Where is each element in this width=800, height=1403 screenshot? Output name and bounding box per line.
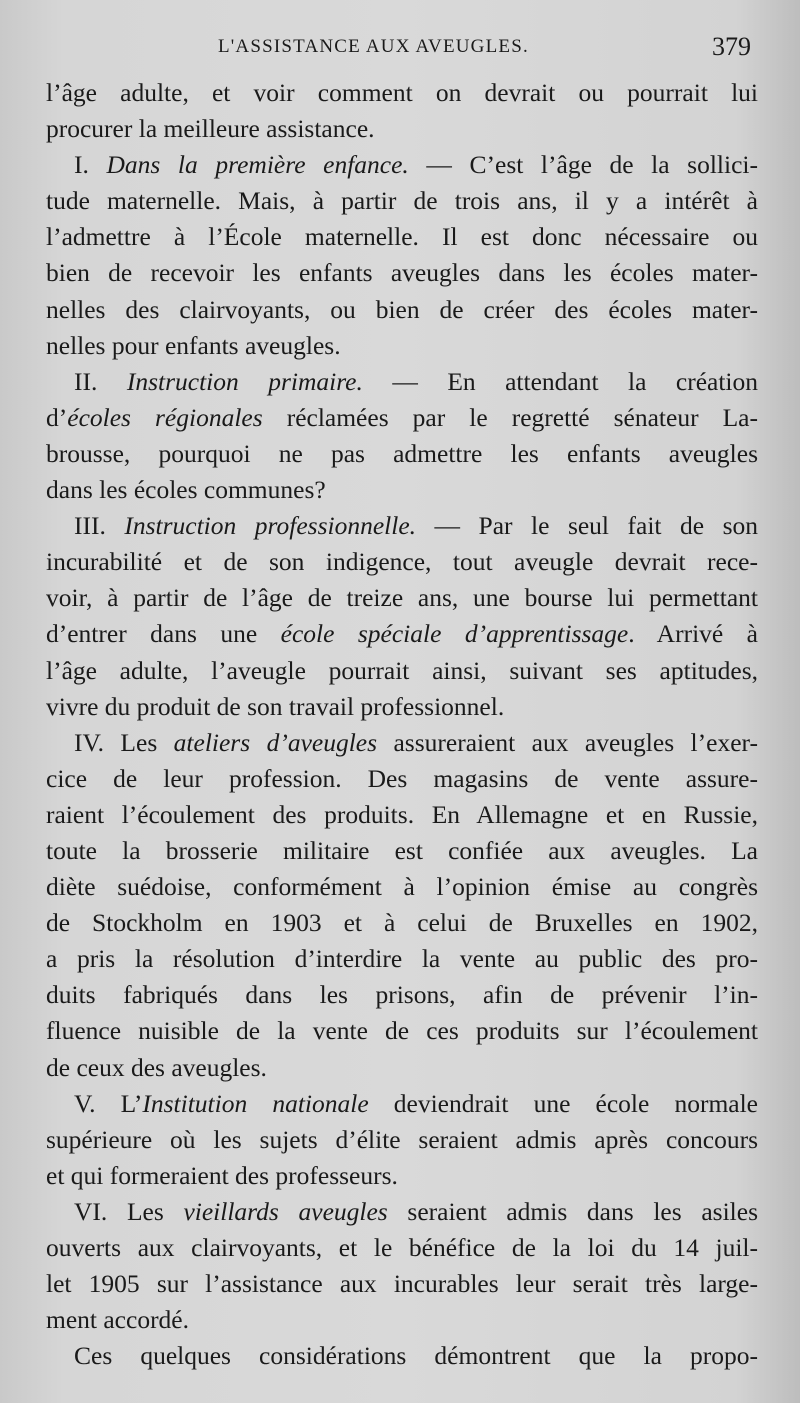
text-line: ment accordé. bbox=[46, 1305, 190, 1335]
text-line: III. Instruction professionnelle. — Par le seul fait de son bbox=[74, 511, 758, 541]
text-line: IV. Les ateliers d’aveugles assureraient aux aveugles l’exer- bbox=[74, 727, 758, 757]
page-number: 379 bbox=[712, 32, 751, 61]
text-line: Ces quelques considérations démontrent que la propo- bbox=[74, 1341, 758, 1371]
text-line: V. L’Institution nationale deviendrait une école normale bbox=[74, 1088, 759, 1118]
text-line: brousse, pourquoi ne pas admettre les enfants aveugles bbox=[46, 438, 758, 468]
text-line: duits fabriqués dans les prisons, afin de prévenir l’in- bbox=[46, 980, 758, 1010]
text-line: nelles des clairvoyants, ou bien de créer des écoles mater- bbox=[46, 294, 758, 324]
text-line: voir, à partir de l’âge de treize ans, une bourse lui permettant bbox=[46, 583, 758, 613]
text-line: supérieure où les sujets d’élite seraient admis après concours bbox=[46, 1124, 758, 1154]
text-line: dans les écoles communes? bbox=[46, 475, 326, 505]
text-line: et qui formeraient des professeurs. bbox=[46, 1160, 398, 1190]
text-line: l’âge adulte, et voir comment on devrait ou pourrait lui bbox=[46, 78, 758, 107]
text-line: let 1905 sur l’assistance aux incurables leur serait très large- bbox=[46, 1269, 758, 1299]
body-text bbox=[46, 75, 758, 1374]
text-line: d’entrer dans une école spéciale d’apprentissage. Arrivé à bbox=[46, 619, 758, 649]
running-title: L'ASSISTANCE AUX AVEUGLES. bbox=[218, 36, 529, 57]
text-line: diète suédoise, conformément à l’opinion émise au congrès bbox=[46, 872, 758, 902]
page-header bbox=[0, 30, 800, 70]
text-line: fluence nuisible de la vente de ces produits sur l’écoulement bbox=[46, 1016, 758, 1046]
text-line: ouverts aux clairvoyants, et le bénéfice de la loi du 14 juil- bbox=[46, 1233, 758, 1262]
text-line: VI. Les vieillards aveugles seraient admis dans les asiles bbox=[74, 1196, 758, 1226]
text-line: tude maternelle. Mais, à partir de trois ans, il y a intérêt à bbox=[46, 186, 758, 216]
text-line: de ceux des aveugles. bbox=[46, 1052, 267, 1082]
text-line: nelles pour enfants aveugles. bbox=[46, 330, 341, 360]
text-line: procurer la meilleure assistance. bbox=[46, 114, 375, 144]
text-line: incurabilité et de son indigence, tout aveugle devrait rece- bbox=[46, 547, 758, 577]
text-line: cice de leur profession. Des magasins de vente assure- bbox=[46, 763, 758, 793]
text-line: l’âge adulte, l’aveugle pourrait ainsi, suivant ses aptitudes, bbox=[46, 655, 758, 685]
text-line: l’admettre à l’École maternelle. Il est donc nécessaire ou bbox=[46, 222, 758, 252]
text-line: vivre du produit de son travail professionnel. bbox=[46, 691, 505, 721]
text-line: toute la brosserie militaire est confiée aux aveugles. La bbox=[46, 835, 758, 865]
text-line: I. Dans la première enfance. — C’est l’âge de la sollici- bbox=[74, 150, 758, 180]
text-line: d’écoles régionales réclamées par le regretté sénateur La- bbox=[46, 402, 758, 432]
text-line: bien de recevoir les enfants aveugles dans les écoles mater- bbox=[46, 258, 758, 288]
text-line: II. Instruction primaire. — En attendant la création bbox=[74, 366, 759, 396]
text-line: a pris la résolution d’interdire la vente au public des pro- bbox=[46, 944, 758, 974]
text-line: raient l’écoulement des produits. En Allemagne et en Russie, bbox=[46, 799, 758, 829]
text-line: de Stockholm en 1903 et à celui de Bruxelles en 1902, bbox=[46, 908, 758, 938]
